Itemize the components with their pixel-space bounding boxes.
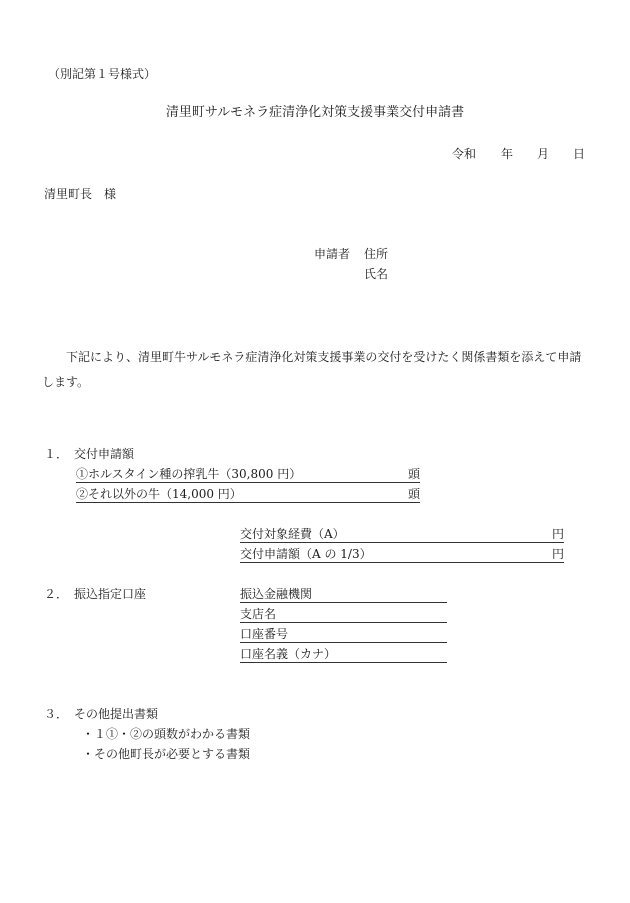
- total-label: 交付対象経費（A）: [240, 527, 345, 541]
- total-row: [240, 546, 564, 563]
- account-holder-field: 口座名義（カナ）: [240, 646, 447, 663]
- date-era: 令和: [452, 147, 477, 161]
- document-list-item: ・その他町長が必要とする書類: [82, 747, 251, 761]
- document-title: 清里町サルモネラ症清浄化対策支援事業交付申請書: [165, 105, 465, 120]
- date-year: 年: [501, 147, 514, 161]
- cattle-item-label: ①ホルスタイン種の搾乳牛（30,800 円）: [76, 467, 302, 481]
- bank-field: 振込金融機関: [240, 586, 447, 603]
- addressee: 清里町長 様: [44, 187, 117, 201]
- section2-heading: ２． 振込指定口座: [44, 587, 147, 601]
- cattle-item-label: ②それ以外の牛（14,000 円）: [76, 487, 242, 501]
- total-unit: 円: [551, 547, 564, 561]
- date-day: 日: [573, 147, 586, 161]
- section1-heading: １． 交付申請額: [44, 447, 135, 461]
- date-month: 月: [537, 147, 550, 161]
- branch-field: 支店名: [240, 606, 447, 623]
- form-id: （別記第１号様式）: [48, 67, 157, 81]
- address-label: 住所: [364, 247, 389, 261]
- applicant-label: 申請者: [314, 247, 351, 261]
- cattle-item-unit: 頭: [407, 467, 420, 481]
- total-label: 交付申請額（A の 1/3）: [240, 547, 372, 561]
- total-row: [240, 526, 564, 543]
- total-unit: 円: [551, 527, 564, 541]
- name-label: 氏名: [364, 267, 389, 281]
- cattle-item-unit: 頭: [407, 487, 420, 501]
- section3-heading: ３． その他提出書類: [44, 707, 159, 721]
- document-list-item: ・１①・②の頭数がわかる書類: [82, 727, 251, 741]
- request-paragraph: 下記により、清里町牛サルモネラ症清浄化対策支援事業の交付を受けたく関係書類を添えて申請します。: [42, 350, 582, 389]
- account-number-field: 口座番号: [240, 626, 447, 643]
- cattle-item-row: [76, 466, 420, 483]
- cattle-item-row: [76, 486, 420, 503]
